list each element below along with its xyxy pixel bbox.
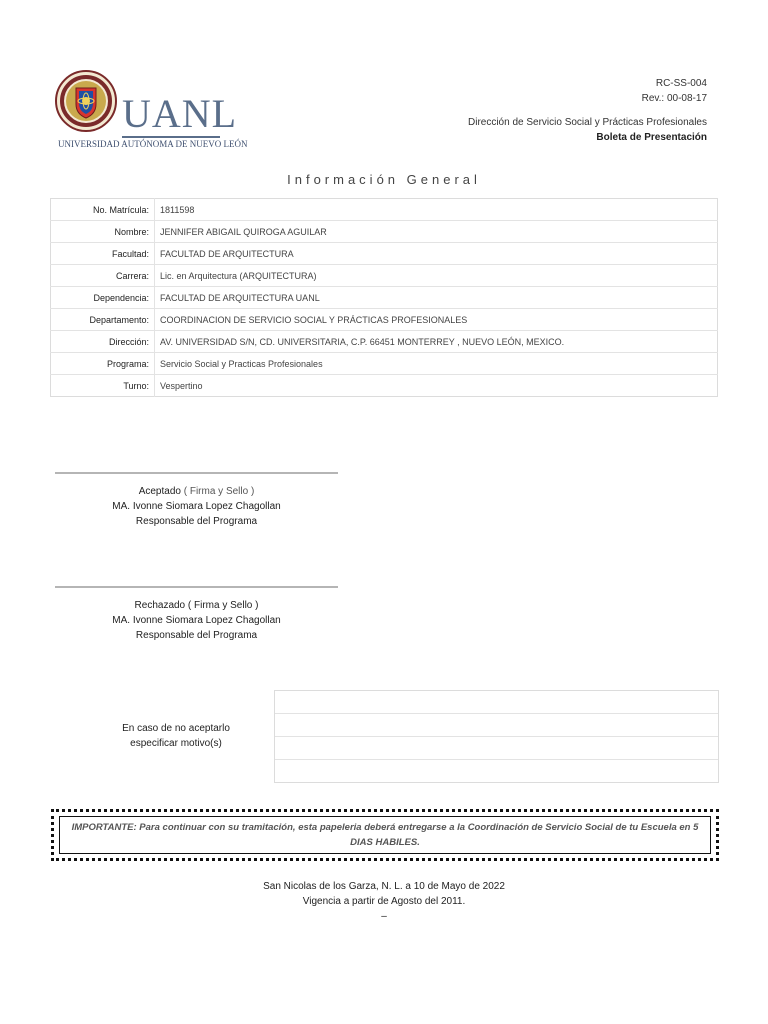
logo-rule <box>122 136 220 138</box>
accepted-note: ( Firma y Sello ) <box>183 486 255 497</box>
row-label: Carrera: <box>51 265 155 287</box>
validity-note: Vigencia a partir de Agosto del 2011. <box>302 896 466 907</box>
important-body: Para continuar con su tramitación, esta papeleria deberá entregarse a la Coordinación de Servicio Social de tu Escuela en 5 DIAS HABILES. <box>136 822 699 848</box>
doc-title: Boleta de Presentación <box>596 132 707 143</box>
row-label: Programa: <box>51 353 155 375</box>
table-row <box>51 309 718 331</box>
rejected-signer-role: Responsable del Programa <box>135 630 258 641</box>
row-label: Departamento: <box>51 309 155 331</box>
accepted-status-line <box>55 484 338 499</box>
rejected-status-line <box>55 598 338 613</box>
accepted-signer-name: MA. Ivonne Siomara Lopez Chagollan <box>112 501 281 512</box>
row-value: FACULTAD DE ARQUITECTURA UANL <box>155 287 718 309</box>
important-notice-text <box>68 820 702 850</box>
table-row <box>51 375 718 397</box>
row-label: Nombre: <box>51 221 155 243</box>
reason-label-line: especificar motivo(s) <box>130 738 222 749</box>
row-label: Turno: <box>51 375 155 397</box>
doc-code: RC-SS-004 <box>655 78 707 89</box>
row-label: Dirección: <box>51 331 155 353</box>
important-lead: IMPORTANTE: <box>71 822 137 833</box>
table-row <box>51 331 718 353</box>
footer-mark: – <box>381 911 387 922</box>
important-notice-inner <box>59 816 711 854</box>
info-table <box>50 198 718 397</box>
table-row <box>51 287 718 309</box>
row-value: Servicio Social y Practicas Profesionales <box>155 353 718 375</box>
rejected-signature-block <box>55 598 338 643</box>
table-row <box>51 243 718 265</box>
reason-line <box>275 691 718 714</box>
row-value: Lic. en Arquitectura (ARQUITECTURA) <box>155 265 718 287</box>
reason-box <box>274 690 719 783</box>
reason-label <box>60 721 292 751</box>
university-seal-icon <box>55 70 117 132</box>
table-row <box>51 265 718 287</box>
rejected-signer-name: MA. Ivonne Siomara Lopez Chagollan <box>112 615 281 626</box>
row-label: No. Matrícula: <box>51 199 155 221</box>
row-label: Facultad: <box>51 243 155 265</box>
logo-wordmark: UANL <box>122 91 238 136</box>
row-value: FACULTAD DE ARQUITECTURA <box>155 243 718 265</box>
university-name: UNIVERSIDAD AUTÓNOMA DE NUEVO LEÓN <box>58 139 248 149</box>
rejected-note: ( Firma y Sello ) <box>187 600 259 611</box>
reason-line <box>275 737 718 760</box>
accepted-signer-role: Responsable del Programa <box>135 516 258 527</box>
table-row <box>51 221 718 243</box>
reason-line <box>275 714 718 737</box>
reason-label-line: En caso de no aceptarlo <box>122 723 230 734</box>
row-value: JENNIFER ABIGAIL QUIROGA AGUILAR <box>155 221 718 243</box>
important-notice <box>51 809 719 861</box>
accepted-signature-block <box>55 484 338 529</box>
rejected-status: Rechazado <box>134 600 186 611</box>
rejected-signature-line <box>55 586 338 588</box>
accepted-signature-line <box>55 472 338 474</box>
uanl-logo <box>55 70 248 160</box>
table-row <box>51 199 718 221</box>
row-value: 1811598 <box>155 199 718 221</box>
doc-revision: Rev.: 00-08-17 <box>641 93 707 104</box>
row-label: Dependencia: <box>51 287 155 309</box>
row-value: AV. UNIVERSIDAD S/N, CD. UNIVERSITARIA, C.P. 66451 MONTERREY , NUEVO LEÓN, MEXICO. <box>155 331 718 353</box>
place-date: San Nicolas de los Garza, N. L. a 10 de Mayo de 2022 <box>263 881 505 892</box>
reason-line <box>275 760 718 782</box>
row-value: COORDINACION DE SERVICIO SOCIAL Y PRÁCTICAS PROFESIONALES <box>155 309 718 331</box>
accepted-status: Aceptado <box>138 486 181 497</box>
row-value: Vespertino <box>160 380 203 391</box>
section-title: Información General <box>287 172 481 187</box>
department-name: Dirección de Servicio Social y Prácticas Profesionales <box>468 117 707 128</box>
table-row <box>51 353 718 375</box>
